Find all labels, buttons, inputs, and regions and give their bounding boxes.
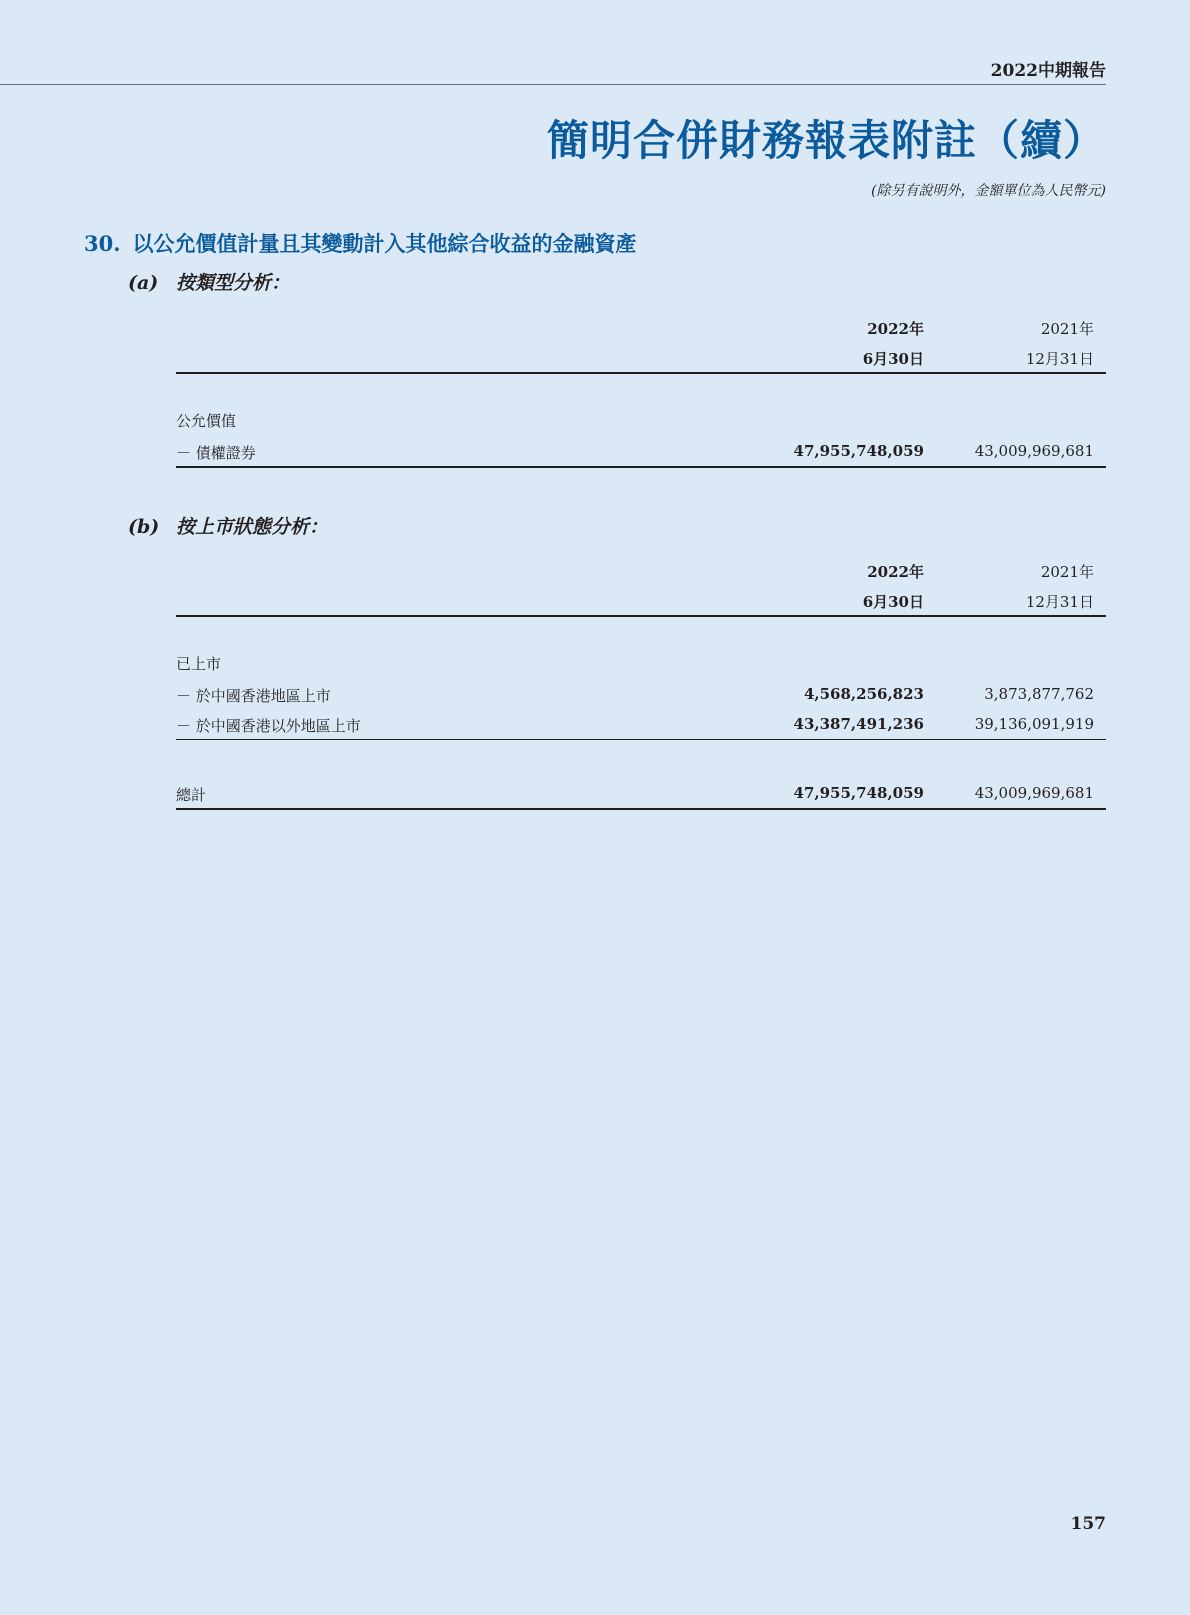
table-a-header-date bbox=[176, 342, 1106, 372]
col-2021-date: 12月31日 bbox=[1025, 593, 1094, 611]
row-label: － 債權證券 bbox=[176, 444, 256, 462]
group-label: 已上市 bbox=[176, 655, 222, 673]
header-rule bbox=[0, 84, 1106, 85]
table-row bbox=[176, 436, 1106, 466]
row-label: － 於中國香港地區上市 bbox=[176, 687, 331, 705]
row-value-2021: 3,873,877,762 bbox=[984, 685, 1094, 703]
table-a-header-year bbox=[176, 312, 1106, 342]
note-title: 以公允價值計量且其變動計入其他綜合收益的金融資產 bbox=[132, 231, 637, 256]
table-row bbox=[176, 709, 1106, 739]
section-a-letter: (a) bbox=[128, 272, 159, 294]
col-2021-date: 12月31日 bbox=[1025, 350, 1094, 368]
row-value-2021: 43,009,969,681 bbox=[974, 442, 1094, 460]
table-b-group bbox=[176, 647, 1106, 679]
report-name: 2022中期報告 bbox=[990, 61, 1106, 81]
group-label: 公允價值 bbox=[176, 412, 237, 430]
section-b-heading bbox=[128, 512, 328, 539]
col-2022-date: 6月30日 bbox=[862, 350, 924, 368]
total-value-2021: 43,009,969,681 bbox=[974, 784, 1094, 802]
unit-note: (除另有說明外，金額單位為人民幣元) bbox=[871, 183, 1106, 199]
note-heading bbox=[84, 228, 637, 258]
total-value-2022: 47,955,748,059 bbox=[793, 784, 924, 802]
col-2021-year: 2021年 bbox=[1040, 563, 1094, 581]
table-b bbox=[176, 555, 1106, 810]
table-row-total bbox=[176, 778, 1106, 808]
note-number: 30. bbox=[84, 231, 121, 256]
section-a-title: 按類型分析： bbox=[176, 272, 291, 294]
row-value-2021: 39,136,091,919 bbox=[974, 715, 1094, 733]
page-number: 157 bbox=[1070, 1514, 1106, 1534]
col-2022-year: 2022年 bbox=[867, 320, 924, 338]
section-b-letter: (b) bbox=[128, 516, 160, 538]
table-a-group bbox=[176, 404, 1106, 436]
section-b-title: 按上市狀態分析： bbox=[176, 516, 329, 538]
page-title: 簡明合併財務報表附註（續） bbox=[546, 116, 1106, 165]
col-2022-year: 2022年 bbox=[867, 563, 924, 581]
row-value-2022: 43,387,491,236 bbox=[793, 715, 924, 733]
col-2021-year: 2021年 bbox=[1040, 320, 1094, 338]
total-label: 總計 bbox=[176, 786, 207, 804]
row-value-2022: 4,568,256,823 bbox=[803, 685, 924, 703]
row-label: － 於中國香港以外地區上市 bbox=[176, 717, 361, 735]
section-a-heading bbox=[128, 268, 290, 295]
row-value-2022: 47,955,748,059 bbox=[793, 442, 924, 460]
table-b-header-date bbox=[176, 585, 1106, 615]
table-a-bottom-rule bbox=[176, 466, 1106, 468]
table-a bbox=[176, 312, 1106, 468]
col-2022-date: 6月30日 bbox=[862, 593, 924, 611]
table-b-bottom-rule bbox=[176, 808, 1106, 810]
table-b-header-year bbox=[176, 555, 1106, 585]
table-row bbox=[176, 679, 1106, 709]
